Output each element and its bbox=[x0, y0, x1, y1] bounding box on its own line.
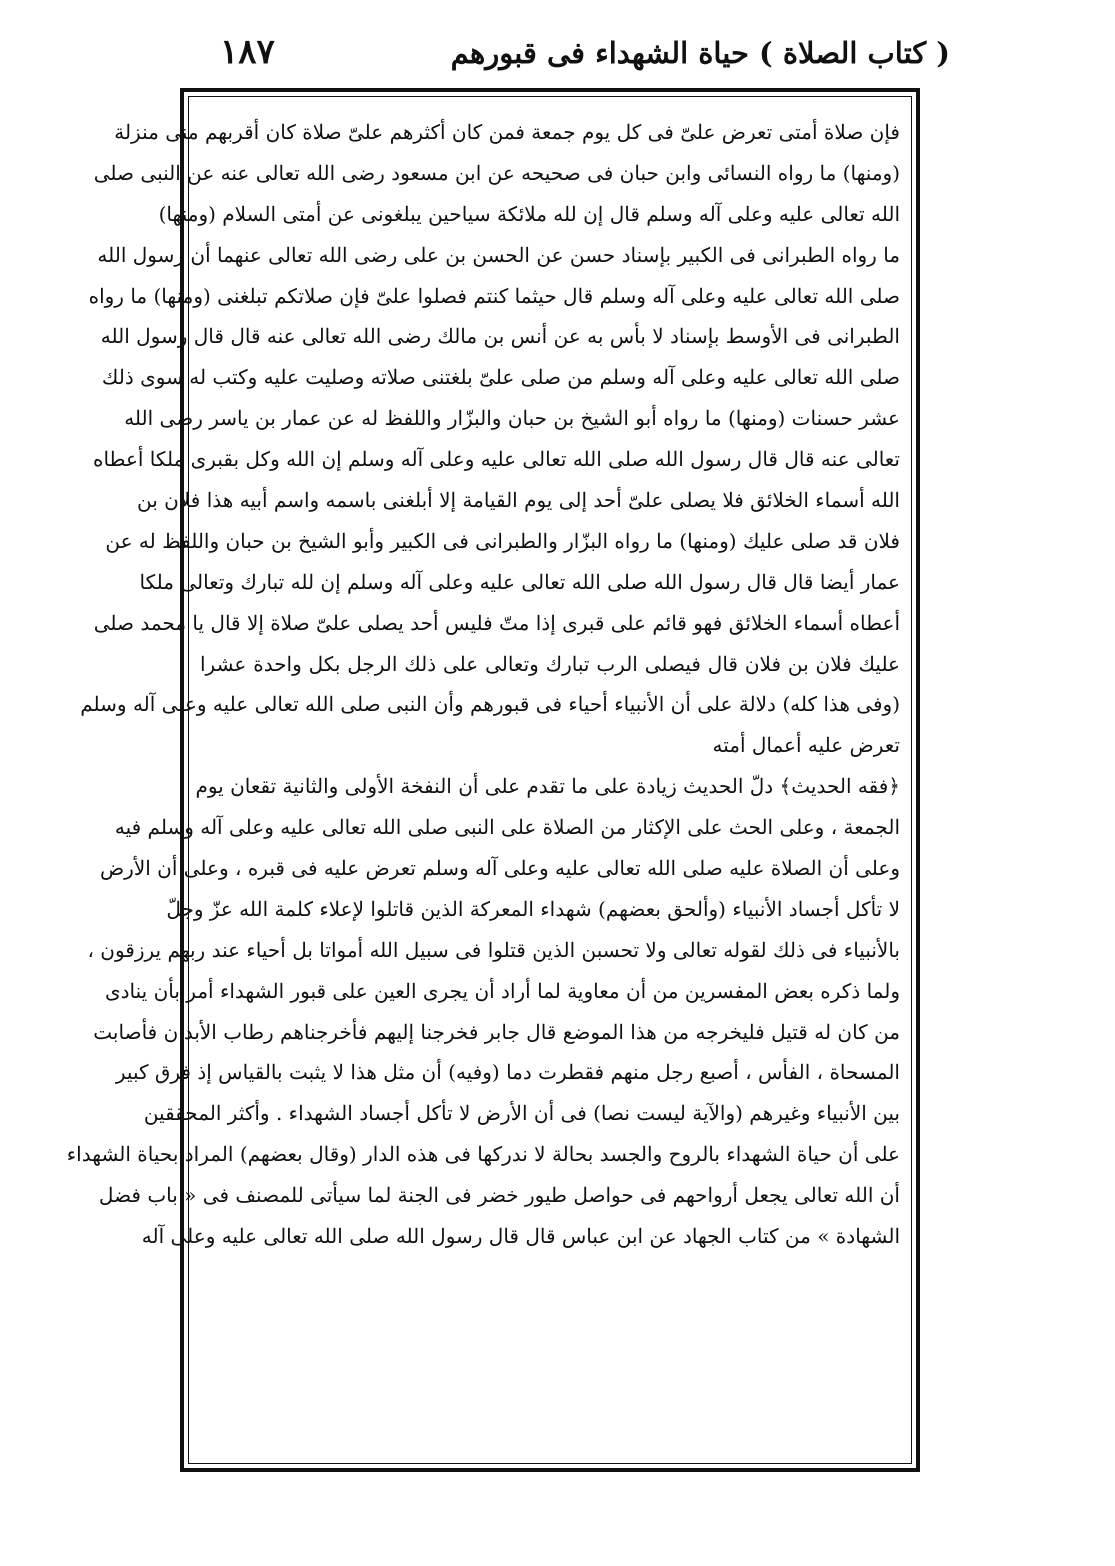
text-line: على أن حياة الشهداء بالروح والجسد بحالة لا ندركها فى هذه الدار (وقال بعضهم) المراد بحياة الشهداء bbox=[66, 1142, 900, 1167]
text-line: أن الله تعالى يجعل أرواحهم فى حواصل طيور خضر فى الجنة لما سيأتى للمصنف فى « باب فضل bbox=[98, 1183, 900, 1208]
text-line: من كان له قتيل فليخرجه من هذا الموضع قال جابر فخرجنا إليهم فأخرجناهم رطاب الأبدان فأصابت bbox=[93, 1019, 900, 1044]
text-line: ما رواه الطبرانى فى الكبير بإسناد حسن عن الحسن بن على رضى الله تعالى عنهما أن رسول الله bbox=[97, 242, 900, 267]
text-line: لا تأكل أجساد الأنبياء (وألحق بعضهم) شهداء المعركة الذين قاتلوا لإعلاء كلمة الله عزّ وجلّ bbox=[166, 896, 900, 921]
text-line: أعطاه أسماء الخلائق فهو قائم على قبرى إذا متّ فليس أحد يصلى علىّ صلاة إلا قال يا محمد صلى bbox=[93, 610, 900, 635]
text-line: الطبرانى فى الأوسط بإسناد لا بأس به عن أنس بن مالك رضى الله تعالى عنه قال قال رسول الله bbox=[100, 324, 900, 349]
text-line: الله أسماء الخلائق فلا يصلى علىّ أحد إلى يوم القيامة إلا أبلغنى باسمه واسم أبيه هذا فلان بن bbox=[137, 488, 900, 513]
page-header bbox=[170, 32, 950, 82]
running-title: ( كتاب الصلاة ) حياة الشهداء فى قبورهم bbox=[450, 36, 950, 70]
text-line: (وفى هذا كله) دلالة على أن الأنبياء أحياء فى قبورهم وأن النبى صلى الله تعالى عليه وعلى آله وسلم bbox=[80, 692, 900, 717]
text-line: الله تعالى عليه وعلى آله وسلم قال إن لله ملائكة سياحين يبلغونى عن أمتى السلام (ومنها) bbox=[158, 201, 900, 226]
text-line: بالأنبياء فى ذلك لقوله تعالى ولا تحسبن الذين قتلوا فى سبيل الله أمواتا بل أحياء عند ربهم يرزقون ، bbox=[87, 937, 900, 962]
text-line: تعرض عليه أعمال أمته bbox=[712, 733, 900, 758]
text-line: عليك فلان بن فلان قال فيصلى الرب تبارك وتعالى على ذلك الرجل بكل واحدة عشرا bbox=[200, 651, 900, 676]
text-line: فإن صلاة أمتى تعرض علىّ فى كل يوم جمعة فمن كان أكثرهم علىّ صلاة كان أقربهم منى منزلة bbox=[114, 120, 900, 144]
text-line: عمار أيضا قال قال رسول الله صلى الله تعالى عليه وعلى آله وسلم إن لله تبارك وتعالى ملكا bbox=[139, 569, 900, 594]
text-line: (ومنها) ما رواه النسائى وابن حبان فى صحيحه عن ابن مسعود رضى الله تعالى عنه عن النبى صلى bbox=[93, 160, 900, 185]
text-line: تعالى عنه قال قال رسول الله صلى الله تعالى عليه وعلى آله وسلم إن الله وكل بقبرى ملكا أعطاه bbox=[92, 447, 900, 472]
text-line: المسحاة ، الفأس ، أصبع رجل منهم فقطرت دما (وفيه) أن مثل هذا لا يثبت بالقياس إذ فرق كبير bbox=[115, 1060, 900, 1085]
text-line: صلى الله تعالى عليه وعلى آله وسلم من صلى علىّ بلغتنى صلاته وصليت عليه وكتب له سوى ذلك bbox=[101, 365, 900, 390]
text-line: عشر حسنات (ومنها) ما رواه أبو الشيخ بن حبان والبزّار واللفظ له عن عمار بن ياسر رضى الله bbox=[124, 406, 900, 431]
text-line: فلان قد صلى عليك (ومنها) ما رواه البزّار والطبرانى فى الكبير وأبو الشيخ بن حبان واللفظ له عن bbox=[105, 528, 900, 553]
text-line: ﴿فقه الحديث﴾ دلّ الحديث زيادة على ما تقدم على أن النفخة الأولى والثانية تقعان يوم bbox=[195, 774, 900, 799]
text-line: وعلى أن الصلاة عليه صلى الله تعالى عليه وعلى آله وسلم تعرض عليه فى قبره ، وعلى أن الأرض bbox=[100, 856, 900, 881]
text-line: الجمعة ، وعلى الحث على الإكثار من الصلاة على النبى صلى الله تعالى عليه وعلى آله وسلم فيه bbox=[114, 815, 900, 840]
text-line: ولما ذكره بعض المفسرين من أن معاوية لما أراد أن يجرى العين على قبور الشهداء أمر بأن ينادى bbox=[104, 978, 900, 1003]
text-line: الشهادة » من كتاب الجهاد عن ابن عباس قال قال رسول الله صلى الله تعالى عليه وعلى آله bbox=[141, 1224, 900, 1249]
text-line: صلى الله تعالى عليه وعلى آله وسلم قال حيثما كنتم فصلوا علىّ فإن صلاتكم تبلغنى (ومنها) ما رواه bbox=[88, 283, 900, 308]
text-line: بين الأنبياء وغيرهم (والآية ليست نصا) فى أن الأرض لا تأكل أجساد الشهداء . وأكثر المحققين bbox=[143, 1101, 900, 1126]
body-text bbox=[66, 112, 900, 1257]
page-number: ١٨٧ bbox=[220, 32, 275, 72]
